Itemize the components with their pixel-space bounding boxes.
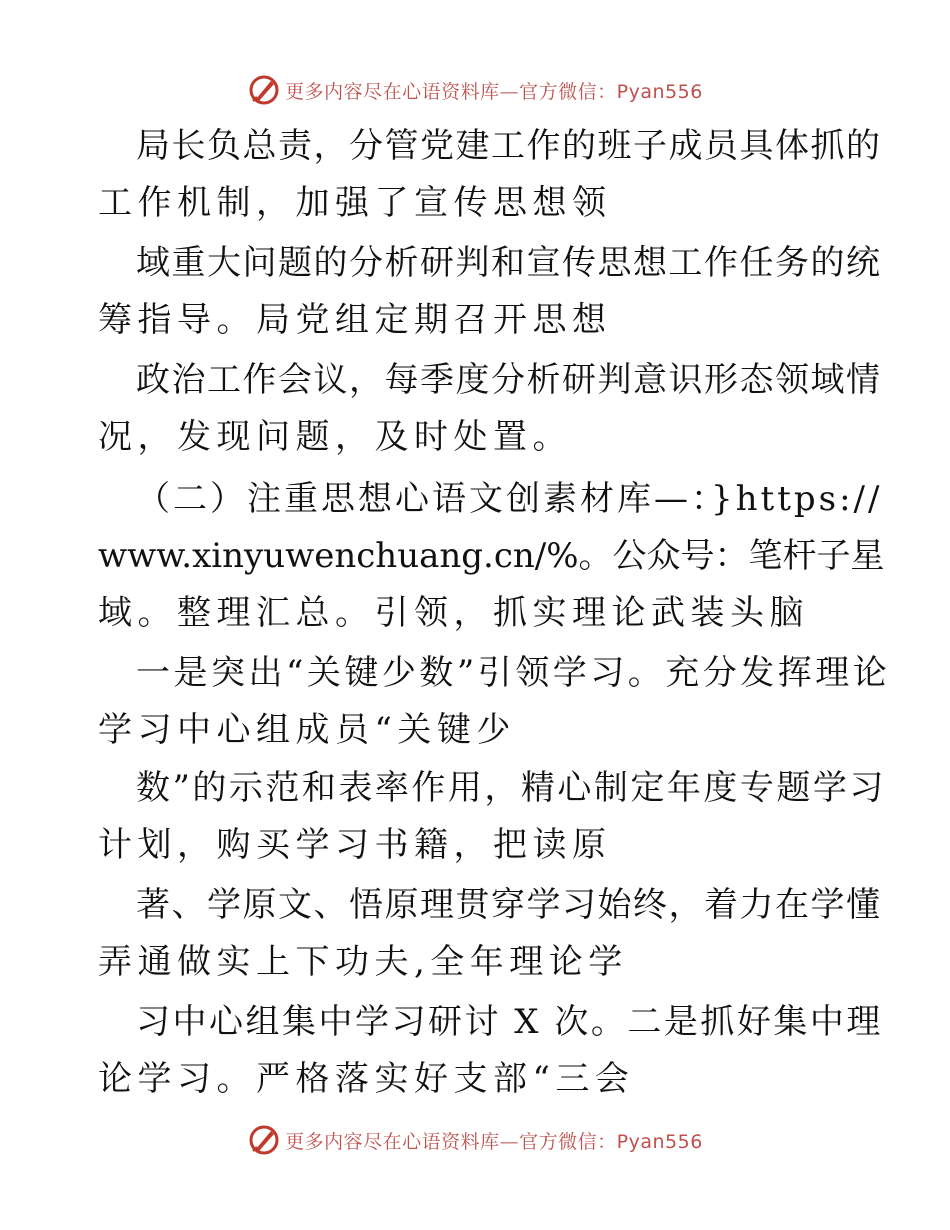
body-line: 著、学原文、悟原理贯穿学习始终，着力在学懂 [136,885,882,925]
body-line: 域。整理汇总。引领，抓实理论武装头脑 [98,593,809,633]
body-line: 论学习。严格落实好支部“三会 [98,1059,635,1099]
body-line: 政治工作会议，每季度分析研判意识形态领域情 [136,360,882,400]
body-line: 局长负总责，分管党建工作的班子成员具体抓的 [136,126,882,166]
footer-separator: — [499,1130,520,1153]
body-line: 计划，购买学习书籍，把读原 [98,825,612,865]
header-banner [0,70,950,110]
footer-promo-text: 更多内容尽在心语资料库 [285,1130,500,1153]
body-line: 习中心组集中学习研讨 X 次。二是抓好集中理 [136,1002,883,1042]
footer-wechat-text: 官方微信：Pyan556 [519,1130,703,1153]
body-line: 况，发现问题，及时处置。 [98,417,572,457]
header-promo-text: 更多内容尽在心语资料库 [285,80,500,103]
body-line: （二）注重思想心语文创素材库—：}https:// [136,479,883,519]
body-line: 数”的示范和表率作用，精心制定年度专题学习 [136,768,886,808]
quill-pen-logo-icon [247,73,281,107]
header-promo [285,77,703,104]
footer-promo [285,1127,703,1154]
header-wechat-text: 官方微信：Pyan556 [519,80,703,103]
body-line: 域重大问题的分析研判和宣传思想工作任务的统 [136,243,882,283]
body-line: 弄通做实上下功夫,全年理论学 [98,942,628,982]
body-line: 一是突出“关键少数”引领学习。充分发挥理论 [136,653,891,693]
body-line: 学习中心组成员“关键少 [98,710,516,750]
body-line: 工作机制，加强了宣传思想领 [98,183,612,223]
body-line: www.xinyuwenchuang.cn/%。公众号：笔杆子星 [98,536,885,576]
body-line: 筹指导。局党组定期召开思想 [98,300,612,340]
header-separator: — [499,80,520,103]
quill-pen-logo-icon [247,1123,281,1157]
footer-banner [0,1120,950,1160]
